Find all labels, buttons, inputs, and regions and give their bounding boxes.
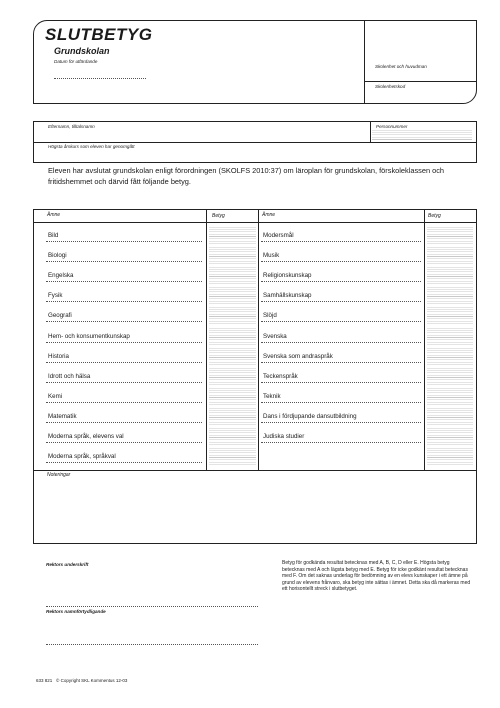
grade-cell-left-10[interactable] [209,428,256,446]
subject-header-left: Ämne [47,212,61,218]
grade-cell-left-9[interactable] [209,408,256,426]
grade-cell-right-5[interactable] [427,328,473,346]
principal-name-label: Rektors namnförtydligande [46,609,106,614]
grade-cell-right-7[interactable] [427,368,473,386]
subject-line [261,342,421,343]
subject-header-right: Ämne [262,212,276,218]
table-header-line [33,222,477,223]
personal-number-field[interactable] [372,130,472,140]
subject-right-1: Musik [263,252,280,260]
grade-cell-right-4[interactable] [427,307,473,325]
personal-number-label: Personnummer [376,124,408,129]
grade-cell-left-4[interactable] [209,307,256,325]
subject-line [46,301,202,302]
subject-line [261,442,421,443]
subject-line [261,362,421,363]
subject-line [46,422,202,423]
header-divider [364,20,365,104]
subject-line [46,321,202,322]
subject-left-2: Engelska [48,272,74,280]
grade-cell-left-5[interactable] [209,328,256,346]
subject-left-5: Hem- och konsumentkunskap [48,332,130,340]
grade-cell-left-1[interactable] [209,247,256,265]
principal-name-field[interactable] [46,644,258,645]
form-code: 633 821 [36,678,53,683]
subject-line [46,442,202,443]
principal-signature-label: Rektors underskrift [46,562,89,567]
copyright: © Copyright SKL Kommentus 12-03 [56,678,128,683]
subject-left-4: Geografi [48,312,72,320]
grade-cell-right-8[interactable] [427,388,473,406]
grade-cell-left-7[interactable] [209,368,256,386]
intro-text: Eleven har avslutat grundskolan enligt förordningen (SKOLFS 2010:37) om läroplan för grundskolan, förskoleklassen och fritidshemmet och därvid fått följande betyg. [48,166,445,186]
subject-right-7: Teckenspråk [263,372,298,380]
grade-cell-right-3[interactable] [427,287,473,305]
grade-cell-right-11[interactable] [427,448,473,466]
subject-left-1: Biologi [48,252,67,260]
notes-divider [33,470,477,471]
subject-right-5: Svenska [263,332,287,340]
student-box-vdivider [370,121,371,142]
col-divider-1 [206,209,207,470]
grade-cell-left-6[interactable] [209,348,256,366]
subject-line [46,362,202,363]
name-label: Efternamn, tilltalsnamn [48,124,95,129]
grade-cell-right-2[interactable] [427,267,473,285]
subject-left-9: Matematik [48,412,77,420]
subject-line [46,342,202,343]
subject-left-3: Fysik [48,292,63,300]
grade-cell-right-1[interactable] [427,247,473,265]
subject-right-10: Judiska studier [263,433,305,440]
subject-line [261,281,421,282]
school-unit-label: Skolenhet och huvudman [375,64,427,69]
grade-cell-left-8[interactable] [209,388,256,406]
subject-left-11: Moderna språk, språkval [48,453,116,461]
subject-line [46,241,202,242]
subject-line [261,261,421,262]
subject-left-7: Idrott och hälsa [48,372,91,380]
subject-line [261,241,421,242]
school-type: Grundskolan [54,46,110,56]
grading-note: Betyg för godkända resultat betecknas med A, B, C, D eller E. Högsta betyg betecknas med A och lägsta betyg med E. Betyg för icke godkänt resultat betecknas med F. Om det saknas underlag för bedömning av en elevs kunskaper i ett ämne på grund av elevens frånvaro, ska betyg inte sättas i ämnet. Detta ska då markeras med ett horisontellt streck i slutbetyget. [282,560,471,593]
grade-cell-right-9[interactable] [427,408,473,426]
subject-line [261,382,421,383]
subject-right-2: Religionskunskap [263,272,312,280]
subject-right-3: Samhällskunskap [263,292,312,300]
subject-line [261,301,421,302]
grade-cell-right-0[interactable] [427,227,473,245]
subject-left-6: Historia [48,352,69,360]
subject-left-10: Moderna språk, elevens val [48,433,124,440]
grade-cell-left-0[interactable] [209,227,256,245]
subject-line [46,402,202,403]
subject-line [261,422,421,423]
school-code-label: Skolenhetskod [375,84,406,89]
date-field[interactable] [54,78,146,79]
grade-cell-left-2[interactable] [209,267,256,285]
notes-label: Noteringar [47,472,71,478]
subject-line [46,281,202,282]
subject-right-6: Svenska som andraspråk [263,352,333,360]
subject-left-8: Kemi [48,392,63,400]
student-box-divider [33,142,477,143]
col-divider-3 [424,209,425,470]
grade-cell-left-3[interactable] [209,287,256,305]
grade-cell-left-11[interactable] [209,448,256,466]
school-unit-field[interactable] [364,81,476,82]
subject-line [46,462,202,463]
subject-right-0: Modersmål [263,232,294,239]
grade-header-left: Betyg [212,213,225,219]
col-divider-2 [258,209,259,470]
subject-line [46,382,202,383]
grade-cell-right-10[interactable] [427,428,473,446]
subject-right-4: Slöjd [263,312,277,320]
subject-line [46,261,202,262]
principal-signature-field[interactable] [46,606,258,607]
date-label: Datum för utfärdande [54,59,98,64]
subject-line [261,402,421,403]
grade-level-label: Högsta årskurs som eleven har genomgått [48,144,135,149]
page-title: SLUTBETYG [45,25,153,44]
grade-header-right: Betyg [428,213,441,219]
grade-cell-right-6[interactable] [427,348,473,366]
subject-left-0: Bild [48,232,59,239]
subject-right-8: Teknik [263,392,281,400]
subject-right-9: Dans i fördjupande dansutbildning [263,412,357,420]
subject-line [261,321,421,322]
